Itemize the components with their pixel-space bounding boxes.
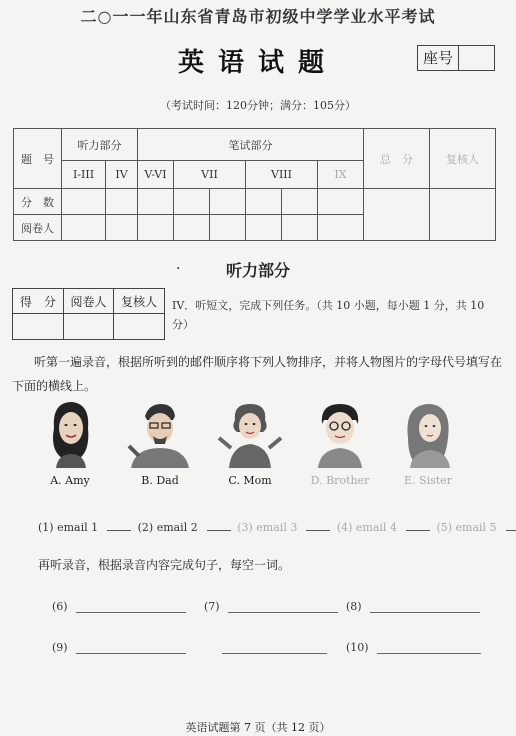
score-cell[interactable]	[210, 189, 246, 215]
mini-cell[interactable]	[13, 314, 64, 340]
person-card	[300, 398, 380, 487]
page-footer: 英语试题第 7 页（共 12 页）	[185, 721, 331, 734]
col-header: VII	[174, 161, 246, 189]
fill-blank[interactable]	[222, 641, 327, 654]
col-header: IX	[318, 161, 364, 189]
col-header: V-VI	[138, 161, 174, 189]
mini-header: 得 分	[13, 289, 64, 314]
answer-blank[interactable]	[406, 520, 430, 531]
fill-blank[interactable]	[346, 641, 481, 654]
grader-cell[interactable]	[138, 215, 174, 241]
grader-cell[interactable]	[318, 215, 364, 241]
mini-header: 阅卷人	[63, 289, 114, 314]
grader-cell[interactable]	[174, 215, 210, 241]
mini-cell[interactable]	[63, 314, 114, 340]
score-row-label: 分 数	[14, 189, 62, 215]
score-cell[interactable]	[62, 189, 106, 215]
section-instruction: IV．听短文，完成下列任务。（共 10 小题，每小题 1 分，共 10 分）	[172, 299, 485, 331]
col-header: VIII	[246, 161, 318, 189]
score-cell[interactable]	[318, 189, 364, 215]
blank-number: (7)	[204, 600, 220, 613]
girl-sister-icon	[396, 398, 460, 468]
person-card	[30, 398, 110, 487]
seat-label: 座号	[418, 46, 459, 70]
woman-amy-icon	[40, 398, 100, 468]
seat-number-field[interactable]	[459, 46, 494, 70]
fill-blank[interactable]	[346, 600, 480, 613]
person-name: D. Brother	[310, 474, 370, 487]
page-title: 英语试题	[177, 48, 338, 78]
section-title: 听力部分	[225, 261, 290, 280]
person-card	[120, 398, 200, 487]
blank-number: (10)	[346, 641, 369, 654]
blank-number: (6)	[52, 600, 68, 613]
grader-row-label: 阅卷人	[14, 215, 62, 241]
listening-header: 听力部分	[62, 129, 138, 161]
person-name: E. Sister	[404, 474, 452, 487]
man-dad-icon	[125, 398, 195, 468]
exam-info: （考试时间：120分钟；满分：105分）	[160, 99, 356, 112]
grader-cell[interactable]	[210, 215, 246, 241]
person-card	[388, 398, 468, 487]
email-label: (3) email 3	[237, 521, 298, 534]
blank-number: (8)	[346, 600, 362, 613]
answer-blank[interactable]	[506, 520, 516, 531]
email-order-row	[38, 520, 508, 534]
mini-header: 复核人	[114, 289, 165, 314]
dot-mark: ·	[176, 261, 181, 277]
col-header: I-III	[62, 161, 106, 189]
score-cell[interactable]	[282, 189, 318, 215]
exam-title: 二○一一年山东省青岛市初级中学学业水平考试	[80, 7, 436, 26]
score-cell[interactable]	[246, 189, 282, 215]
mini-score-table	[12, 288, 165, 340]
fill-blank[interactable]	[52, 600, 186, 613]
col-header: IV	[106, 161, 138, 189]
seat-number-box	[417, 45, 495, 71]
score-table	[13, 128, 496, 241]
grader-cell[interactable]	[62, 215, 106, 241]
mini-cell[interactable]	[114, 314, 165, 340]
answer-blank[interactable]	[207, 520, 231, 531]
fill-blank[interactable]	[204, 600, 338, 613]
grader-cell[interactable]	[246, 215, 282, 241]
score-cell[interactable]	[174, 189, 210, 215]
fill-blank[interactable]	[52, 641, 186, 654]
answer-blank[interactable]	[107, 520, 131, 531]
person-name: B. Dad	[141, 474, 179, 487]
answer-blank[interactable]	[306, 520, 330, 531]
person-name: A. Amy	[50, 474, 90, 487]
reviewer-header: 复核人	[430, 129, 496, 189]
grader-cell[interactable]	[282, 215, 318, 241]
score-cell[interactable]	[106, 189, 138, 215]
total-header: 总 分	[364, 129, 430, 189]
writing-header: 笔试部分	[138, 129, 364, 161]
boy-brother-icon	[308, 398, 372, 468]
email-label: (2) email 2	[137, 521, 198, 534]
email-label: (1) email 1	[38, 521, 99, 534]
blank-number: (9)	[52, 641, 68, 654]
email-label: (5) email 5	[436, 521, 497, 534]
reviewer-cell[interactable]	[430, 189, 496, 241]
task-paragraph: 听第一遍录音，根据所听到的邮件顺序将下列人物排序，并将人物图片的字母代号填写在下面的横线上。	[12, 355, 503, 393]
total-cell[interactable]	[364, 189, 430, 241]
grader-cell[interactable]	[106, 215, 138, 241]
person-name: C. Mom	[228, 474, 272, 487]
people-row	[30, 398, 500, 508]
score-cell[interactable]	[138, 189, 174, 215]
row-label-title: 题 号	[14, 129, 62, 189]
email-label: (4) email 4	[336, 521, 397, 534]
woman-mom-icon	[215, 398, 285, 468]
section-instruction-2: 再听录音，根据录音内容完成句子，每空一词。	[38, 558, 291, 572]
person-card	[210, 398, 290, 487]
